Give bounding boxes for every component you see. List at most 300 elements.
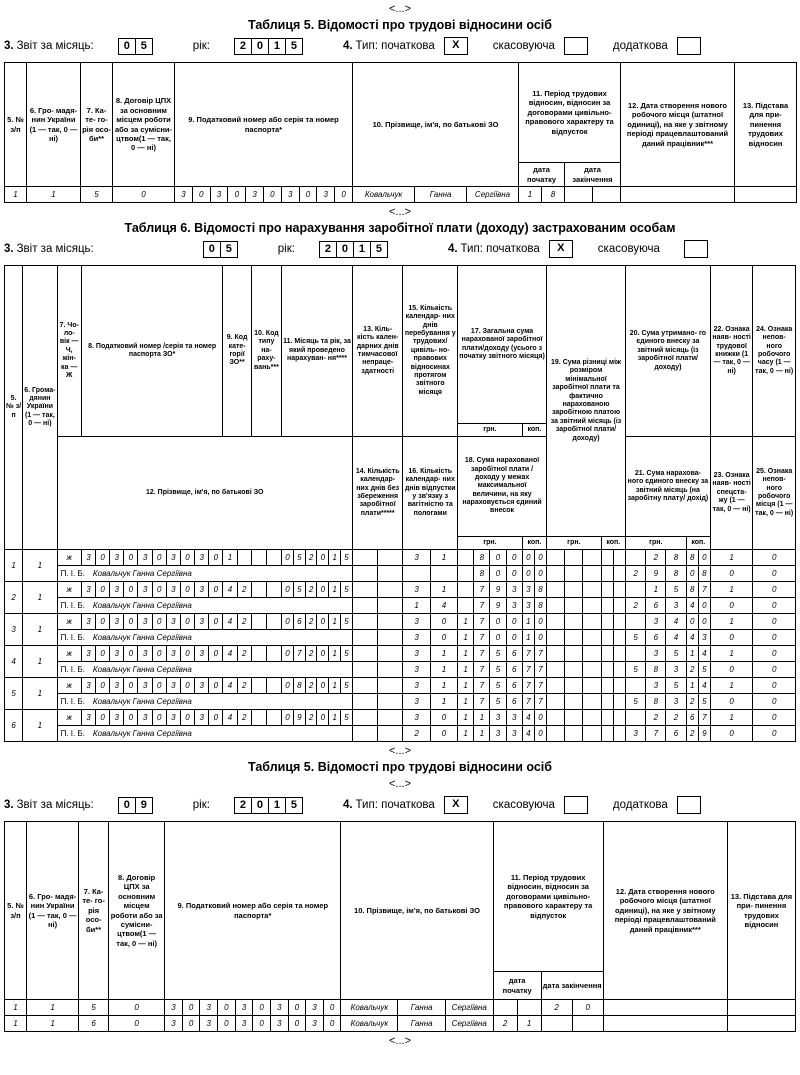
page-break-marker: <...>: [388, 778, 412, 790]
digit-box: [602, 710, 613, 725]
digit-box: 5: [220, 241, 238, 258]
digit-box: 3: [526, 585, 531, 594]
t6-cell-16: [403, 694, 458, 710]
digit-box: [602, 678, 613, 693]
t6-cell-19b-grn: [547, 630, 602, 646]
digit-box: 3: [665, 662, 685, 677]
digit-box: 2: [237, 678, 251, 693]
digit-box: 1: [328, 710, 340, 725]
t5-cell-taxnum: [165, 1000, 341, 1016]
digit-box: 2: [665, 710, 685, 725]
t6-cell-type: [251, 710, 281, 726]
t6-col8-header: 8. Податковий номер /серія та номер паспорта ЗО*: [81, 266, 223, 437]
report-month-field: [204, 241, 238, 258]
item3-number: 3.: [4, 799, 14, 811]
digit-box: 0: [506, 630, 522, 645]
digit-box: 3: [109, 550, 123, 565]
digit-box: 3: [137, 678, 151, 693]
t5-col10-header: 10. Прізвище, ім'я, по батькові ЗО: [341, 822, 493, 1000]
table5-top-title: Таблиця 5. Відомості про трудові відносини осіб: [248, 18, 552, 32]
digit-box: 3: [414, 665, 419, 674]
t6-cell-19b-grn: [547, 598, 602, 614]
t6-cell-type: [251, 678, 281, 694]
digit-box: 0: [208, 710, 222, 725]
report-year-label: рік:: [192, 40, 210, 52]
t5-col12-header: 12. Дата створення нового робочого місця (штатної одиниці), на яке у звітному періоді працевлаштований даний працівник***: [621, 63, 735, 187]
digit-box: [613, 582, 625, 597]
type-cancel-label: скасовуюча: [492, 799, 555, 811]
digit-box: 1: [328, 646, 340, 661]
digit-box: 3: [171, 1019, 176, 1028]
digit-box: 0: [252, 1016, 270, 1031]
report-type-label: Тип: початкова: [460, 243, 540, 255]
digit-box: 7: [473, 678, 489, 693]
digit-box: 0: [182, 1016, 200, 1031]
t5-cell-created: [603, 1016, 727, 1032]
digit-box: [613, 566, 625, 581]
t6-cell-21-grn: [625, 694, 686, 710]
digit-box: [572, 1016, 603, 1031]
digit-box: 3: [109, 710, 123, 725]
t6-cell-21-kop: [686, 694, 710, 710]
digit-box: 2: [305, 614, 317, 629]
digit-box: 3: [414, 553, 419, 562]
t5-cell-date-end: [565, 187, 621, 203]
digit-box: [602, 726, 613, 741]
t6-cell-19b-grn: [547, 694, 602, 710]
digit-box: 7: [526, 697, 531, 706]
digit-box: [626, 614, 645, 629]
t6-cell-22: 1: [710, 614, 752, 630]
digit-box: [592, 187, 620, 202]
t6-cell-20-kop: [686, 678, 710, 694]
digit-box: 2: [305, 646, 317, 661]
digit-box: 6: [689, 713, 695, 722]
item4-number: 4.: [342, 40, 353, 52]
t6-cell-19b-kop: [601, 630, 625, 646]
digit-box: 1: [463, 617, 468, 626]
digit-box: 1: [328, 678, 340, 693]
t5-cell-reason: [735, 187, 797, 203]
digit-box: 4: [665, 614, 685, 629]
digit-box: [564, 566, 582, 581]
t6-cell-21-kop: [686, 662, 710, 678]
digit-box: 4: [526, 729, 531, 738]
digit-box: [377, 662, 402, 677]
table-row: [5, 614, 796, 630]
digit-box: 2: [237, 614, 251, 629]
digit-box: 6: [506, 662, 522, 677]
t6-col17-header: 17. Загальна сума нарахованої заробітної плати/доходу (усього з початку звітного місяця): [458, 266, 547, 424]
t6-cell-22: 1: [710, 646, 752, 662]
digit-box: [547, 550, 564, 565]
digit-box: [353, 678, 377, 693]
item4-number: 4.: [342, 799, 353, 811]
digit-box: [377, 678, 402, 693]
digit-box: [266, 678, 281, 693]
digit-box: 2: [645, 710, 665, 725]
digit-box: [353, 550, 377, 565]
digit-box: [252, 614, 266, 629]
t5-col6-header: 6. Гро- мадя- нин України (1 — так, 0 — ні): [27, 822, 79, 1000]
grn-label: грн.: [458, 424, 523, 437]
digit-box: 3: [171, 1003, 176, 1012]
t5-cell-name: [341, 1016, 493, 1032]
t6-cell-20-kop: [686, 550, 710, 566]
t6-cell-16: [403, 630, 458, 646]
table-row: [5, 694, 796, 710]
t5-cell-date-end: [541, 1000, 603, 1016]
digit-box: 0: [208, 678, 222, 693]
digit-box: 2: [234, 797, 252, 814]
t6-cell-taxnum: [81, 678, 223, 694]
t6-cell-21-grn: [625, 566, 686, 582]
digit-box: 1: [526, 633, 531, 642]
type-initial-checkbox: [445, 796, 468, 814]
t6-cell-18-grn: [458, 598, 523, 614]
type-initial-checkbox: [550, 240, 573, 258]
digit-box: [582, 582, 600, 597]
digit-box: 1: [645, 582, 665, 597]
t6-cell-21-grn: [625, 598, 686, 614]
report-month-field: [119, 797, 153, 814]
digit-box: [564, 662, 582, 677]
digit-box: [547, 582, 564, 597]
digit-box: 0: [323, 1016, 341, 1031]
t6-cell-17-kop: [522, 678, 546, 694]
digit-box: 2: [237, 710, 251, 725]
t6-cell-15: [403, 646, 458, 662]
digit-box: 0: [316, 550, 328, 565]
digit-box: 7: [293, 646, 305, 661]
t6-cell-16: [403, 598, 458, 614]
table-row: [5, 566, 796, 582]
t6-cell-18-grn: [458, 630, 523, 646]
digit-box: 2: [633, 601, 638, 610]
t6-cell-category: [223, 646, 251, 662]
digit-box: 0: [208, 646, 222, 661]
digit-box: 7: [526, 649, 531, 658]
t6-cell-21-kop: [686, 566, 710, 582]
t5-col9-header: 9. Податковий номер або серія та номер паспорта*: [175, 63, 353, 187]
report-year-field: [235, 38, 303, 55]
kop-label: коп.: [601, 537, 625, 550]
digit-box: 8: [665, 550, 685, 565]
digit-box: [377, 614, 402, 629]
digit-box: 0: [698, 614, 710, 629]
t6-cell-17-grn: [458, 614, 523, 630]
item3-number: 3.: [4, 40, 14, 52]
t6-cell-19-grn: [547, 646, 602, 662]
t5-cell-cpx: 0: [109, 1000, 165, 1016]
digit-box: [266, 710, 281, 725]
t6-cell-18-kop: [522, 726, 546, 742]
digit-box: 0: [299, 187, 317, 202]
digit-box: [564, 694, 582, 709]
t6-cell-18-kop: [522, 630, 546, 646]
digit-box: 0: [123, 710, 137, 725]
report-year-label: рік:: [277, 243, 295, 255]
t6-cell-num: 5: [5, 678, 23, 710]
digit-box: 1: [473, 710, 489, 725]
digit-box: 9: [293, 710, 305, 725]
digit-box: 3: [270, 1000, 288, 1015]
digit-box: 3: [181, 190, 186, 199]
digit-box: [377, 598, 402, 613]
t6-cell-14: [352, 566, 403, 582]
digit-box: 3: [281, 187, 299, 202]
digit-box: 8: [645, 662, 665, 677]
digit-box: 8: [689, 553, 695, 562]
digit-box: [403, 566, 429, 581]
digit-box: [582, 614, 600, 629]
digit-box: 3: [414, 585, 419, 594]
t6-cell-num: 6: [5, 710, 23, 742]
digit-box: 5: [665, 646, 685, 661]
digit-box: 3: [506, 710, 522, 725]
digit-box: [582, 646, 600, 661]
patronymic: Сергіївна: [445, 1016, 493, 1031]
digit-box: 3: [235, 1016, 253, 1031]
t6-cell-25: 0: [753, 694, 796, 710]
t6-cell-19-grn: [547, 614, 602, 630]
digit-box: 3: [194, 710, 208, 725]
digit-box: 0: [334, 187, 352, 202]
digit-box: [494, 1000, 517, 1015]
digit-box: 0: [152, 582, 166, 597]
t5-cell-citizen: 1: [27, 1016, 79, 1032]
digit-box: 0: [323, 1000, 341, 1015]
t6-cell-14: [352, 694, 403, 710]
digit-box: 0: [208, 550, 222, 565]
digit-box: [377, 710, 402, 725]
digit-box: 5: [285, 797, 303, 814]
digit-box: 8: [293, 678, 305, 693]
t6-cell-25: 0: [753, 598, 796, 614]
digit-box: [582, 726, 600, 741]
digit-box: 7: [698, 582, 710, 597]
t6-cell-19b-kop: [601, 662, 625, 678]
digit-box: 3: [166, 550, 180, 565]
t6-cell-month: [282, 582, 353, 598]
digit-box: 5: [698, 662, 710, 677]
digit-box: 0: [506, 566, 522, 581]
digit-box: 0: [180, 678, 194, 693]
t6-col6-header: 6. Грома- дянин України (1 — так, 0 — ні): [23, 266, 57, 550]
digit-box: 0: [180, 614, 194, 629]
digit-box: 2: [305, 582, 317, 597]
digit-box: [353, 582, 377, 597]
digit-box: 3: [86, 553, 91, 562]
digit-box: [602, 566, 613, 581]
t6-cell-20-grn: [625, 710, 686, 726]
type-extra-label: додаткова: [612, 799, 668, 811]
t5-date-end-header: дата закінчення: [565, 163, 621, 187]
type-extra-checkbox: [678, 796, 701, 814]
digit-box: [547, 694, 564, 709]
table-row: [5, 598, 796, 614]
table5-bottom: [4, 821, 796, 1032]
t6-cell-pib: [57, 662, 352, 678]
report-month-label: Звіт за місяць:: [16, 799, 94, 811]
t6-cell-14: [352, 726, 403, 742]
digit-box: 3: [86, 617, 91, 626]
digit-box: [252, 678, 266, 693]
t6-cell-19-grn: [547, 582, 602, 598]
digit-box: [517, 1000, 541, 1015]
digit-box: 3: [137, 710, 151, 725]
digit-box: 0: [285, 617, 290, 626]
digit-box: 0: [489, 566, 505, 581]
digit-box: 2: [414, 729, 419, 738]
t6-cell-citizen: 1: [23, 550, 57, 582]
digit-box: 1: [463, 729, 468, 738]
table5-bottom-title: Таблиця 5. Відомості про трудові відносини осіб: [248, 760, 552, 774]
digit-box: 4: [227, 681, 233, 690]
digit-box: [613, 598, 625, 613]
digit-box: 0: [208, 614, 222, 629]
t6-cell-17-kop: [522, 582, 546, 598]
t6-cell-21-kop: [686, 598, 710, 614]
t6-cell-citizen: 1: [23, 678, 57, 710]
digit-box: 3: [489, 726, 505, 741]
type-extra-checkbox: [678, 37, 701, 55]
digit-box: 0: [251, 797, 269, 814]
digit-box: 5: [340, 710, 352, 725]
digit-box: 8: [534, 582, 546, 597]
digit-box: 4: [689, 601, 695, 610]
digit-box: 0: [208, 582, 222, 597]
digit-box: [353, 566, 377, 581]
digit-box: 1: [463, 649, 468, 658]
t6-cell-22: 1: [710, 550, 752, 566]
table6: [4, 265, 796, 742]
digit-box: [564, 37, 588, 55]
digit-box: 7: [473, 694, 489, 709]
digit-box: 7: [473, 614, 489, 629]
digit-box: [564, 614, 582, 629]
digit-box: 2: [234, 38, 252, 55]
t6-cell-month: [282, 678, 353, 694]
digit-box: 2: [689, 697, 695, 706]
digit-box: 3: [199, 1016, 217, 1031]
digit-box: 0: [506, 550, 522, 565]
digit-box: [602, 662, 613, 677]
t6-cell-type: [251, 550, 281, 566]
digit-box: [602, 694, 613, 709]
t6-cell-20-kop: [686, 582, 710, 598]
table6-body: [5, 550, 796, 742]
t6-cell-sex: ж: [57, 614, 81, 630]
t6-cell-18-grn: [458, 694, 523, 710]
digit-box: 0: [489, 550, 505, 565]
digit-box: 5: [370, 241, 388, 258]
t6-cell-17-kop: [522, 550, 546, 566]
t6-cell-sex: ж: [57, 550, 81, 566]
digit-box: [547, 646, 564, 661]
digit-box: 3: [645, 678, 665, 693]
digit-box: 0: [263, 187, 281, 202]
t6-cell-16: [403, 566, 458, 582]
digit-box: 5: [633, 665, 638, 674]
digit-box: 8: [689, 585, 695, 594]
digit-box: 1: [353, 241, 371, 258]
t5-col13-header: 13. Підстава для при- пинення трудових відносин: [727, 822, 795, 1000]
digit-box: 8: [473, 550, 489, 565]
digit-box: 3: [109, 614, 123, 629]
t6-cell-21-kop: [686, 630, 710, 646]
t6-cell-17-grn: [458, 582, 523, 598]
digit-box: 3: [633, 729, 638, 738]
digit-box: 4: [227, 713, 233, 722]
digit-box: 3: [199, 1000, 217, 1015]
digit-box: 0: [285, 585, 290, 594]
digit-box: [353, 726, 377, 741]
digit-box: [252, 582, 266, 597]
digit-box: 5: [489, 662, 505, 677]
digit-box: 4: [227, 649, 233, 658]
t6-cell-13: [352, 614, 403, 630]
digit-box: 4: [665, 630, 685, 645]
t6-cell-13: [352, 646, 403, 662]
digit-box: 0: [316, 678, 328, 693]
t6-cell-19-kop: [601, 550, 625, 566]
t6-col19-header: 19. Сума різниці між розміром мінімальної заробітної плати та фактично нарахованою заробітною платою за звітний місяць (із заробітної плати/ доходу): [547, 266, 626, 537]
t6-cell-21-grn: [625, 662, 686, 678]
digit-box: [377, 726, 402, 741]
t6-cell-taxnum: [81, 710, 223, 726]
digit-box: [564, 646, 582, 661]
t5-col8-header: 8. Договір ЦПХ за основним місцем роботи або за сумісни- цтвом(1 — так, 0 — ні): [113, 63, 175, 187]
t6-cell-25: 0: [753, 566, 796, 582]
t6-cell-citizen: 1: [23, 614, 57, 646]
t6-cell-19-kop: [601, 678, 625, 694]
t6-cell-num: 1: [5, 550, 23, 582]
digit-box: 0: [698, 598, 710, 613]
digit-box: 3: [506, 582, 522, 597]
digit-box: 0: [251, 38, 269, 55]
digit-box: 0: [534, 710, 546, 725]
t6-cell-19-kop: [601, 582, 625, 598]
digit-box: 1: [430, 662, 457, 677]
t6-cell-fullname: Ковальчук Ганна Сергіївна: [92, 569, 192, 578]
t5-col5-header: 5. № з/п: [5, 63, 27, 187]
digit-box: 6: [506, 678, 522, 693]
t6-cell-sex: ж: [57, 646, 81, 662]
t6-cell-20-grn: [625, 582, 686, 598]
digit-box: [547, 566, 564, 581]
t6-cell-15: [403, 550, 458, 566]
t6-cell-18-kop: [522, 598, 546, 614]
page-break-marker: <...>: [388, 3, 412, 15]
pib-label: П. І. Б.: [60, 665, 85, 674]
digit-box: [353, 630, 377, 645]
t5-cell-date-end: [541, 1016, 603, 1032]
digit-box: 4: [698, 678, 710, 693]
digit-box: 5: [633, 633, 638, 642]
digit-box: [542, 1016, 572, 1031]
digit-box: 3: [166, 678, 180, 693]
digit-box: [547, 630, 564, 645]
t5-cell-citizen: 1: [27, 1000, 79, 1016]
t5-cell-reason: [727, 1016, 795, 1032]
digit-box: X: [444, 37, 468, 55]
t6-cell-19b-kop: [601, 566, 625, 582]
digit-box: 0: [180, 710, 194, 725]
table-row: [5, 646, 796, 662]
digit-box: 0: [316, 710, 328, 725]
digit-box: [353, 646, 377, 661]
